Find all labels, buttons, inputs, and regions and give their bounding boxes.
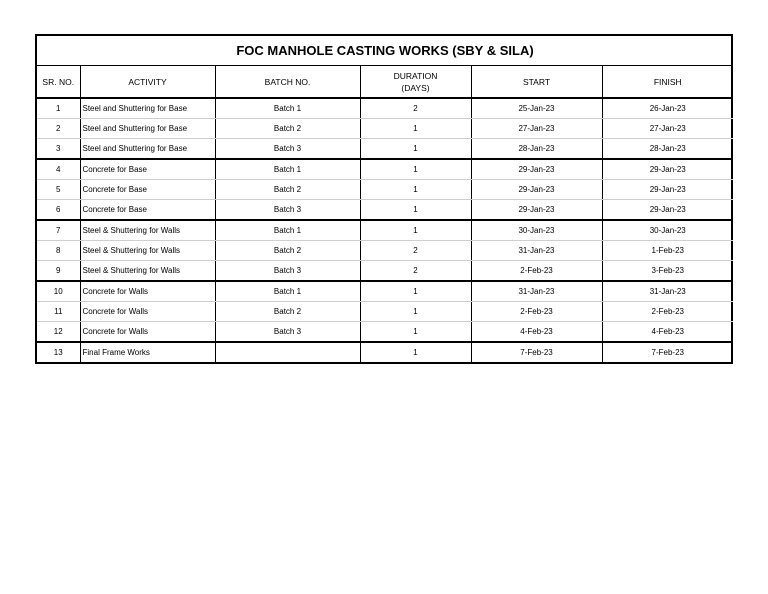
table-row [37,342,733,362]
cell-activity: Concrete for Walls [80,281,215,302]
sheet-title: FOC MANHOLE CASTING WORKS (SBY & SILA) [37,36,733,66]
cell-sr-no: 6 [37,200,80,221]
cell-batch: Batch 1 [215,98,360,119]
cell-activity: Steel & Shuttering for Walls [80,261,215,282]
cell-activity: Concrete for Base [80,159,215,180]
cell-duration: 1 [360,139,471,160]
cell-activity: Steel and Shuttering for Base [80,139,215,160]
cell-batch: Batch 3 [215,322,360,343]
cell-start: 29-Jan-23 [471,159,602,180]
cell-sr-no: 2 [37,119,80,139]
cell-duration: 1 [360,342,471,362]
table-row [37,220,733,241]
cell-duration: 2 [360,241,471,261]
cell-duration: 2 [360,98,471,119]
cell-start: 29-Jan-23 [471,180,602,200]
header-duration-line2: (DAYS) [401,82,430,93]
table-row [37,261,733,282]
cell-finish: 30-Jan-23 [602,220,733,241]
cell-finish: 29-Jan-23 [602,180,733,200]
table-row [37,159,733,180]
cell-finish: 2-Feb-23 [602,302,733,322]
cell-start: 7-Feb-23 [471,342,602,362]
cell-start: 2-Feb-23 [471,261,602,282]
schedule-sheet [35,34,733,364]
cell-sr-no: 10 [37,281,80,302]
cell-sr-no: 5 [37,180,80,200]
cell-finish: 3-Feb-23 [602,261,733,282]
cell-batch: Batch 2 [215,180,360,200]
cell-start: 2-Feb-23 [471,302,602,322]
header-activity: ACTIVITY [80,66,215,98]
cell-duration: 1 [360,322,471,343]
cell-activity: Concrete for Walls [80,302,215,322]
table-row [37,139,733,160]
cell-batch: Batch 2 [215,241,360,261]
header-start: START [471,66,602,98]
cell-duration: 1 [360,220,471,241]
cell-activity: Steel & Shuttering for Walls [80,241,215,261]
cell-batch: Batch 2 [215,119,360,139]
cell-activity: Steel and Shuttering for Base [80,98,215,119]
cell-start: 29-Jan-23 [471,200,602,221]
header-finish: FINISH [602,66,733,98]
cell-sr-no: 1 [37,98,80,119]
cell-activity: Concrete for Base [80,180,215,200]
table-row [37,281,733,302]
table-row [37,241,733,261]
cell-duration: 1 [360,302,471,322]
cell-finish: 29-Jan-23 [602,200,733,221]
cell-sr-no: 12 [37,322,80,343]
cell-start: 27-Jan-23 [471,119,602,139]
cell-finish: 28-Jan-23 [602,139,733,160]
cell-duration: 1 [360,159,471,180]
cell-finish: 1-Feb-23 [602,241,733,261]
cell-finish: 27-Jan-23 [602,119,733,139]
header-duration-line1: DURATION [393,70,438,81]
cell-sr-no: 3 [37,139,80,160]
schedule-table [37,36,733,362]
cell-duration: 1 [360,281,471,302]
table-row [37,98,733,119]
cell-activity: Concrete for Walls [80,322,215,343]
cell-batch: Batch 3 [215,139,360,160]
cell-batch [215,342,360,362]
cell-duration: 1 [360,180,471,200]
cell-finish: 31-Jan-23 [602,281,733,302]
cell-batch: Batch 1 [215,220,360,241]
cell-duration: 1 [360,119,471,139]
cell-finish: 7-Feb-23 [651,348,684,357]
cell-sr-no: 8 [37,241,80,261]
cell-batch: Batch 3 [215,200,360,221]
table-row [37,180,733,200]
cell-batch: Batch 1 [215,159,360,180]
header-batch-no: BATCH NO. [215,66,360,98]
cell-start: 30-Jan-23 [471,220,602,241]
header-duration [360,66,471,98]
cell-sr-no: 11 [37,302,80,322]
cell-activity: Concrete for Base [80,200,215,221]
table-row [37,119,733,139]
cell-sr-no: 4 [37,159,80,180]
cell-sr-no: 7 [37,220,80,241]
schedule-body [37,98,733,362]
table-row [37,302,733,322]
cell-finish: 26-Jan-23 [602,98,733,119]
cell-batch: Batch 2 [215,302,360,322]
cell-activity: Steel & Shuttering for Walls [80,220,215,241]
cell-activity: Final Frame Works [80,342,215,362]
cell-activity: Steel and Shuttering for Base [80,119,215,139]
cell-start: 4-Feb-23 [471,322,602,343]
cell-finish: 4-Feb-23 [602,322,733,343]
cell-start: 28-Jan-23 [471,139,602,160]
cell-batch: Batch 3 [215,261,360,282]
cell-start: 25-Jan-23 [471,98,602,119]
cell-batch: Batch 1 [215,281,360,302]
header-sr-no: SR. NO. [37,66,80,98]
table-row [37,322,733,343]
cell-sr-no: 9 [37,261,80,282]
header-row [37,66,733,98]
table-row [37,200,733,221]
cell-duration: 1 [360,200,471,221]
cell-finish: 29-Jan-23 [602,159,733,180]
cell-start: 31-Jan-23 [471,241,602,261]
cell-sr-no: 13 [37,342,80,362]
cell-duration: 2 [360,261,471,282]
cell-start: 31-Jan-23 [471,281,602,302]
